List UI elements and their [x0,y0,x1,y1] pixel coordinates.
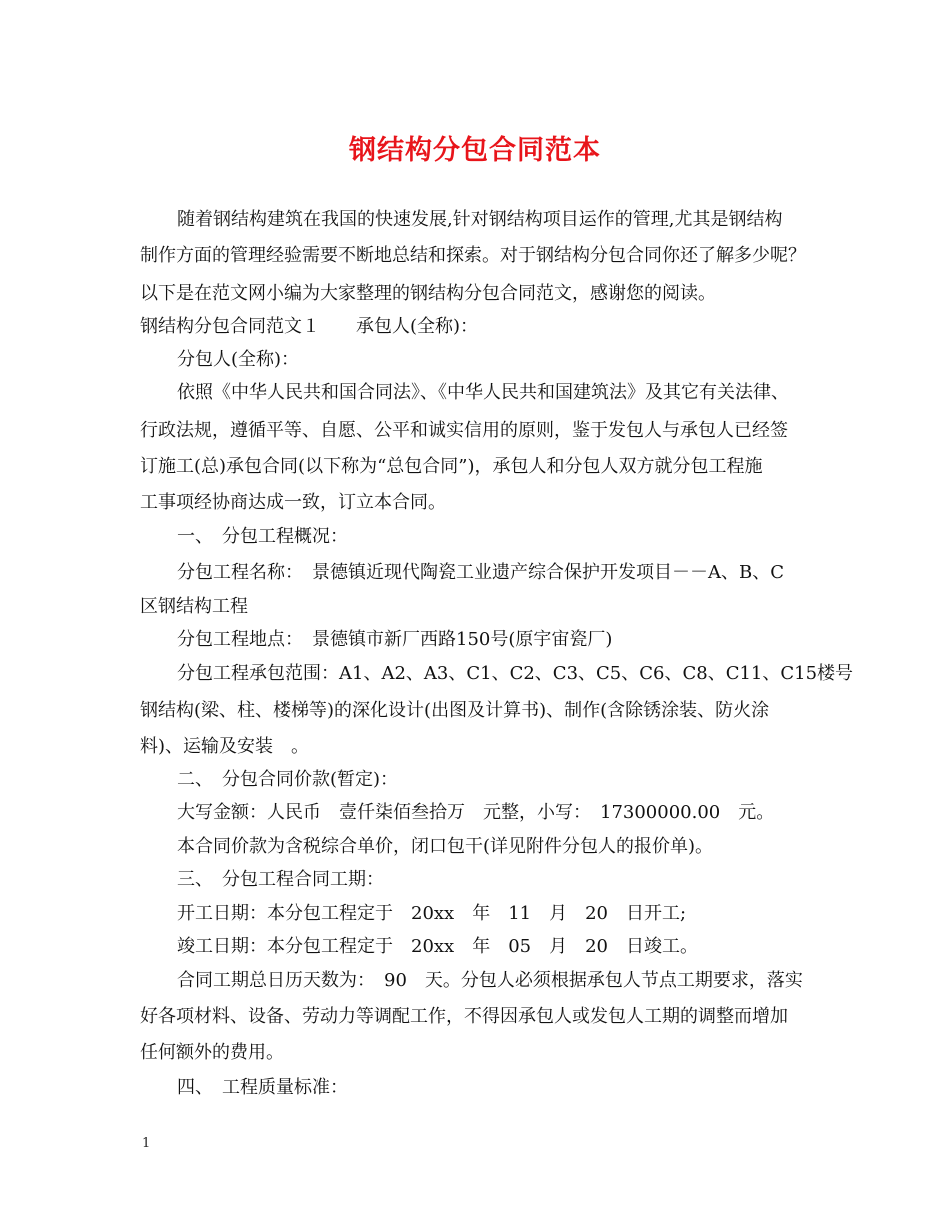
page-number: 1 [142,1136,151,1151]
paragraph-line: 分包工程地点： 景德镇市新厂西路150号(原宇宙瓷厂) [177,629,613,650]
paragraph-line: 分包人(全称)： [177,349,300,370]
paragraph-line: 订施工(总)承包合同(以下称为“总包合同”)，承包人和分包人双方就分包工程施 [140,456,763,477]
paragraph-line: 开工日期：本分包工程定于 20xx 年 11 月 20 日开工; [177,903,687,924]
paragraph-line: 钢结构(梁、柱、楼梯等)的深化设计(出图及计算书)、制作(含除锈涂装、防火涂 [140,700,770,721]
section-heading: 一、 分包工程概况： [177,526,348,547]
paragraph-line: 合同工期总日历天数为： 90 天。分包人必须根据承包人节点工期要求，落实 [177,970,803,991]
paragraph-line: 制作方面的管理经验需要不断地总结和探索。对于钢结构分包合同你还了解多少呢？ [140,245,806,266]
paragraph-line: 大写金额：人民币 壹仟柒佰叁拾万 元整，小写： 17300000.00 元。 [177,802,775,823]
paragraph-line: 分包工程名称： 景德镇近现代陶瓷工业遗产综合保护开发项目－－A、B、C [177,562,784,583]
section-heading: 四、 工程质量标准： [177,1077,348,1098]
section-heading: 二、 分包合同价款(暂定)： [177,769,399,790]
paragraph-line: 钢结构分包合同范文１ 承包人(全称)： [140,316,479,337]
paragraph-line: 依照《中华人民共和国合同法》、《中华人民共和国建筑法》及其它有关法律、 [177,382,789,403]
paragraph-line: 分包工程承包范围：A1、A2、A3、C1、C2、C3、C5、C6、C8、C11、C15楼号 [177,663,854,684]
paragraph-line: 区钢结构工程 [140,596,248,617]
paragraph-line: 好各项材料、设备、劳动力等调配工作，不得因承包人或发包人工期的调整而增加 [140,1006,788,1027]
paragraph-line: 行政法规，遵循平等、自愿、公平和诚实信用的原则，鉴于发包人与承包人已经签 [140,420,788,441]
paragraph-line: 任何额外的费用。 [140,1042,284,1063]
paragraph-line: 本合同价款为含税综合单价，闭口包干(详见附件分包人的报价单)。 [177,836,714,857]
paragraph-line: 料)、运输及安装 。 [140,736,310,757]
section-heading: 三、 分包工程合同工期： [177,869,384,890]
document-title: 钢结构分包合同范本 [349,135,601,166]
paragraph-line: 以下是在范文网小编为大家整理的钢结构分包合同范文，感谢您的阅读。 [140,283,716,304]
paragraph-line: 竣工日期：本分包工程定于 20xx 年 05 月 20 日竣工。 [177,936,699,957]
paragraph-line: 工事项经协商达成一致，订立本合同。 [140,492,446,513]
paragraph-line: 随着钢结构建筑在我国的快速发展,针对钢结构项目运作的管理,尤其是钢结构 [177,209,783,230]
